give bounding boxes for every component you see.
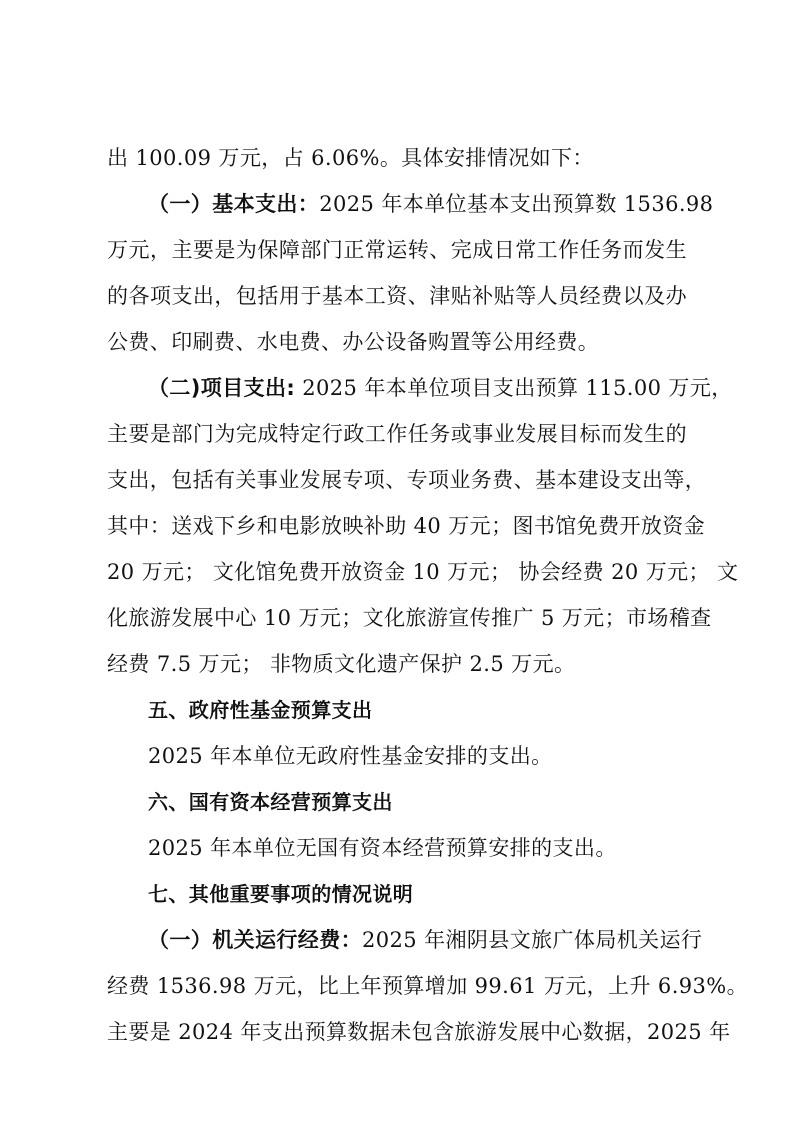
project-expenditure-text-1: 2025 年本单位项目支出预算 115.00 万元， [295,376,733,400]
project-expenditure-line-1 [148,373,733,403]
section-7-line-1 [148,925,703,955]
project-expenditure-line-6: 化旅游发展中心 10 万元；文化旅游宣传推广 5 万元；市场稽查 [107,606,712,630]
project-expenditure-line-5: 20 万元； 文化馆免费开放资金 10 万元； 协会经费 20 万元； 文 [107,560,739,584]
project-expenditure-line-3: 支出，包括有关事业发展专项、专项业务费、基本建设支出等， [107,468,707,492]
project-expenditure-line-4: 其中：送戏下乡和电影放映补助 40 万元；图书馆免费开放资金 [107,514,706,538]
section-5-heading: 五、政府性基金预算支出 [148,698,373,722]
basic-expenditure-label: （一）基本支出： [148,192,320,216]
section-5-text: 2025 年本单位无政府性基金安排的支出。 [148,744,553,768]
section-6-text: 2025 年本单位无国有资本经营预算安排的支出。 [148,836,617,860]
operating-expenses-label: （一）机关运行经费： [148,928,362,952]
basic-expenditure-line-2: 万元，主要是为保障部门正常运转、完成日常工作任务而发生 [107,238,687,262]
basic-expenditure-line-1 [148,189,714,219]
basic-expenditure-line-4: 公费、印刷费、水电费、办公设备购置等公用经费。 [107,330,600,354]
project-expenditure-line-7: 经费 7.5 万元； 非物质文化遗产保护 2.5 万元。 [107,652,576,676]
section-6-heading: 六、国有资本经营预算支出 [148,790,393,814]
basic-expenditure-text-1: 2025 年本单位基本支出预算数 1536.98 [319,192,714,216]
section-7-line-3: 主要是 2024 年支出预算数据未包含旅游发展中心数据，2025 年 [107,1020,731,1044]
basic-expenditure-line-3: 的各项支出，包括用于基本工资、津贴补贴等人员经费以及办 [107,284,687,308]
section-7-heading: 七、其他重要事项的情况说明 [148,882,414,906]
section-7-line-2: 经费 1536.98 万元，比上年预算增加 99.61 万元，上升 6.93%。 [107,974,749,998]
intro-line: 出 100.09 万元，占 6.06%。具体安排情况如下： [107,146,594,170]
operating-expenses-text-1: 2025 年湘阴县文旅广体局机关运行 [362,928,703,952]
project-expenditure-label: （二)项目支出: [148,376,296,400]
project-expenditure-line-2: 主要是部门为完成特定行政工作任务或事业发展目标而发生的 [107,422,687,446]
